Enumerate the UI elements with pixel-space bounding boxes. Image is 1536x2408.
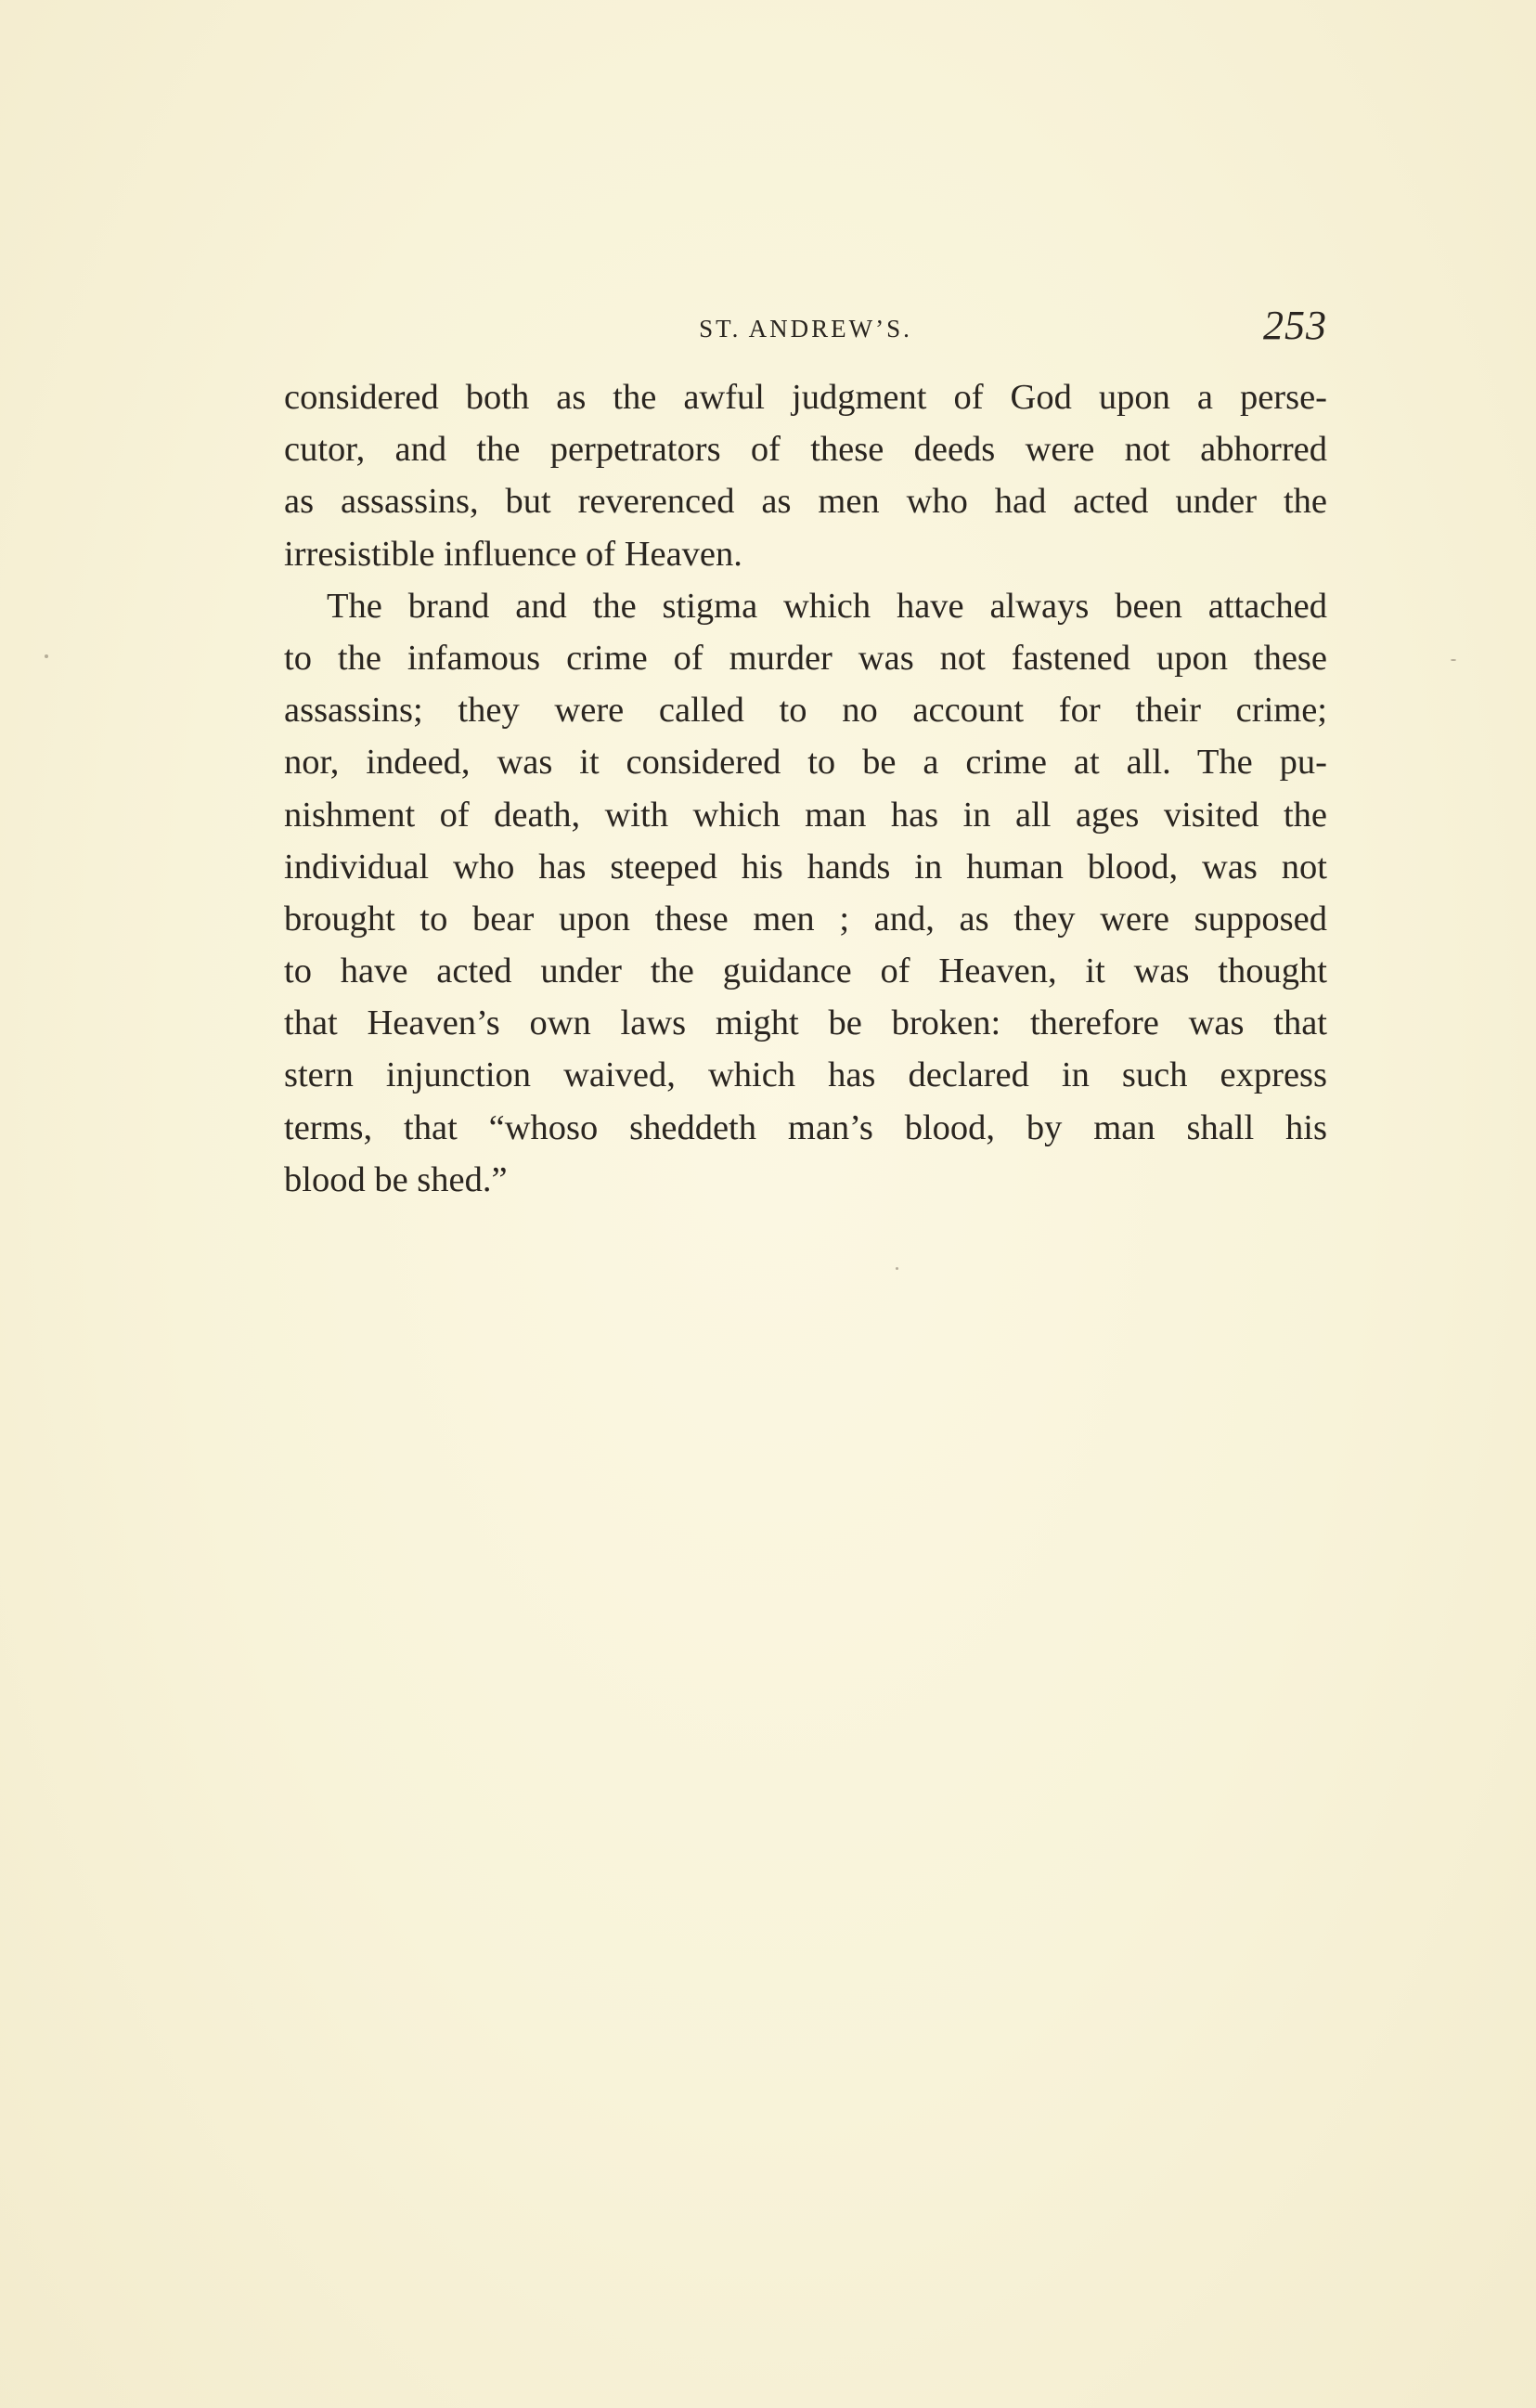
paper-speck — [45, 654, 48, 658]
page-number: 253 — [1263, 303, 1327, 348]
text-line: as assassins, but reverenced as men who had acted under the — [284, 482, 1327, 522]
text-line: terms, that “whoso sheddeth man’s blood, by man shall his — [284, 1107, 1327, 1147]
paper-speck — [1451, 659, 1456, 661]
text-line: irresistible influence of Heaven. — [284, 534, 742, 574]
paragraph-2 — [284, 580, 1327, 1206]
text-line: nor, indeed, was it considered to be a crime at all. The pu- — [284, 743, 1327, 783]
page-header — [284, 302, 1327, 357]
body-text — [284, 371, 1327, 1206]
text-line: considered both as the awful judgment of God upon a perse- — [284, 378, 1327, 417]
text-line: to the infamous crime of murder was not fastened upon these — [284, 638, 1327, 678]
text-line: to have acted under the guidance of Heaven, it was thought — [284, 952, 1327, 991]
text-line: blood be shed.” — [284, 1159, 508, 1199]
paragraph-1 — [284, 371, 1327, 580]
text-line: individual who has steeped his hands in human blood, was not — [284, 847, 1327, 887]
text-line: nishment of death, with which man has in all ages visited the — [284, 795, 1327, 835]
paper-speck — [896, 1267, 898, 1270]
running-head: ST. ANDREW’S. — [699, 315, 912, 343]
text-line: stern injunction waived, which has declared in such express — [284, 1055, 1327, 1095]
text-line: cutor, and the perpetrators of these deeds were not abhorred — [284, 430, 1327, 470]
text-line: brought to bear upon these men ; and, as they were supposed — [284, 899, 1327, 939]
text-line: assassins; they were called to no account for their crime; — [284, 691, 1327, 731]
text-line: that Heaven’s own laws might be broken: therefore was that — [284, 1003, 1327, 1043]
text-line: The brand and the stigma which have always been attached — [327, 586, 1327, 626]
